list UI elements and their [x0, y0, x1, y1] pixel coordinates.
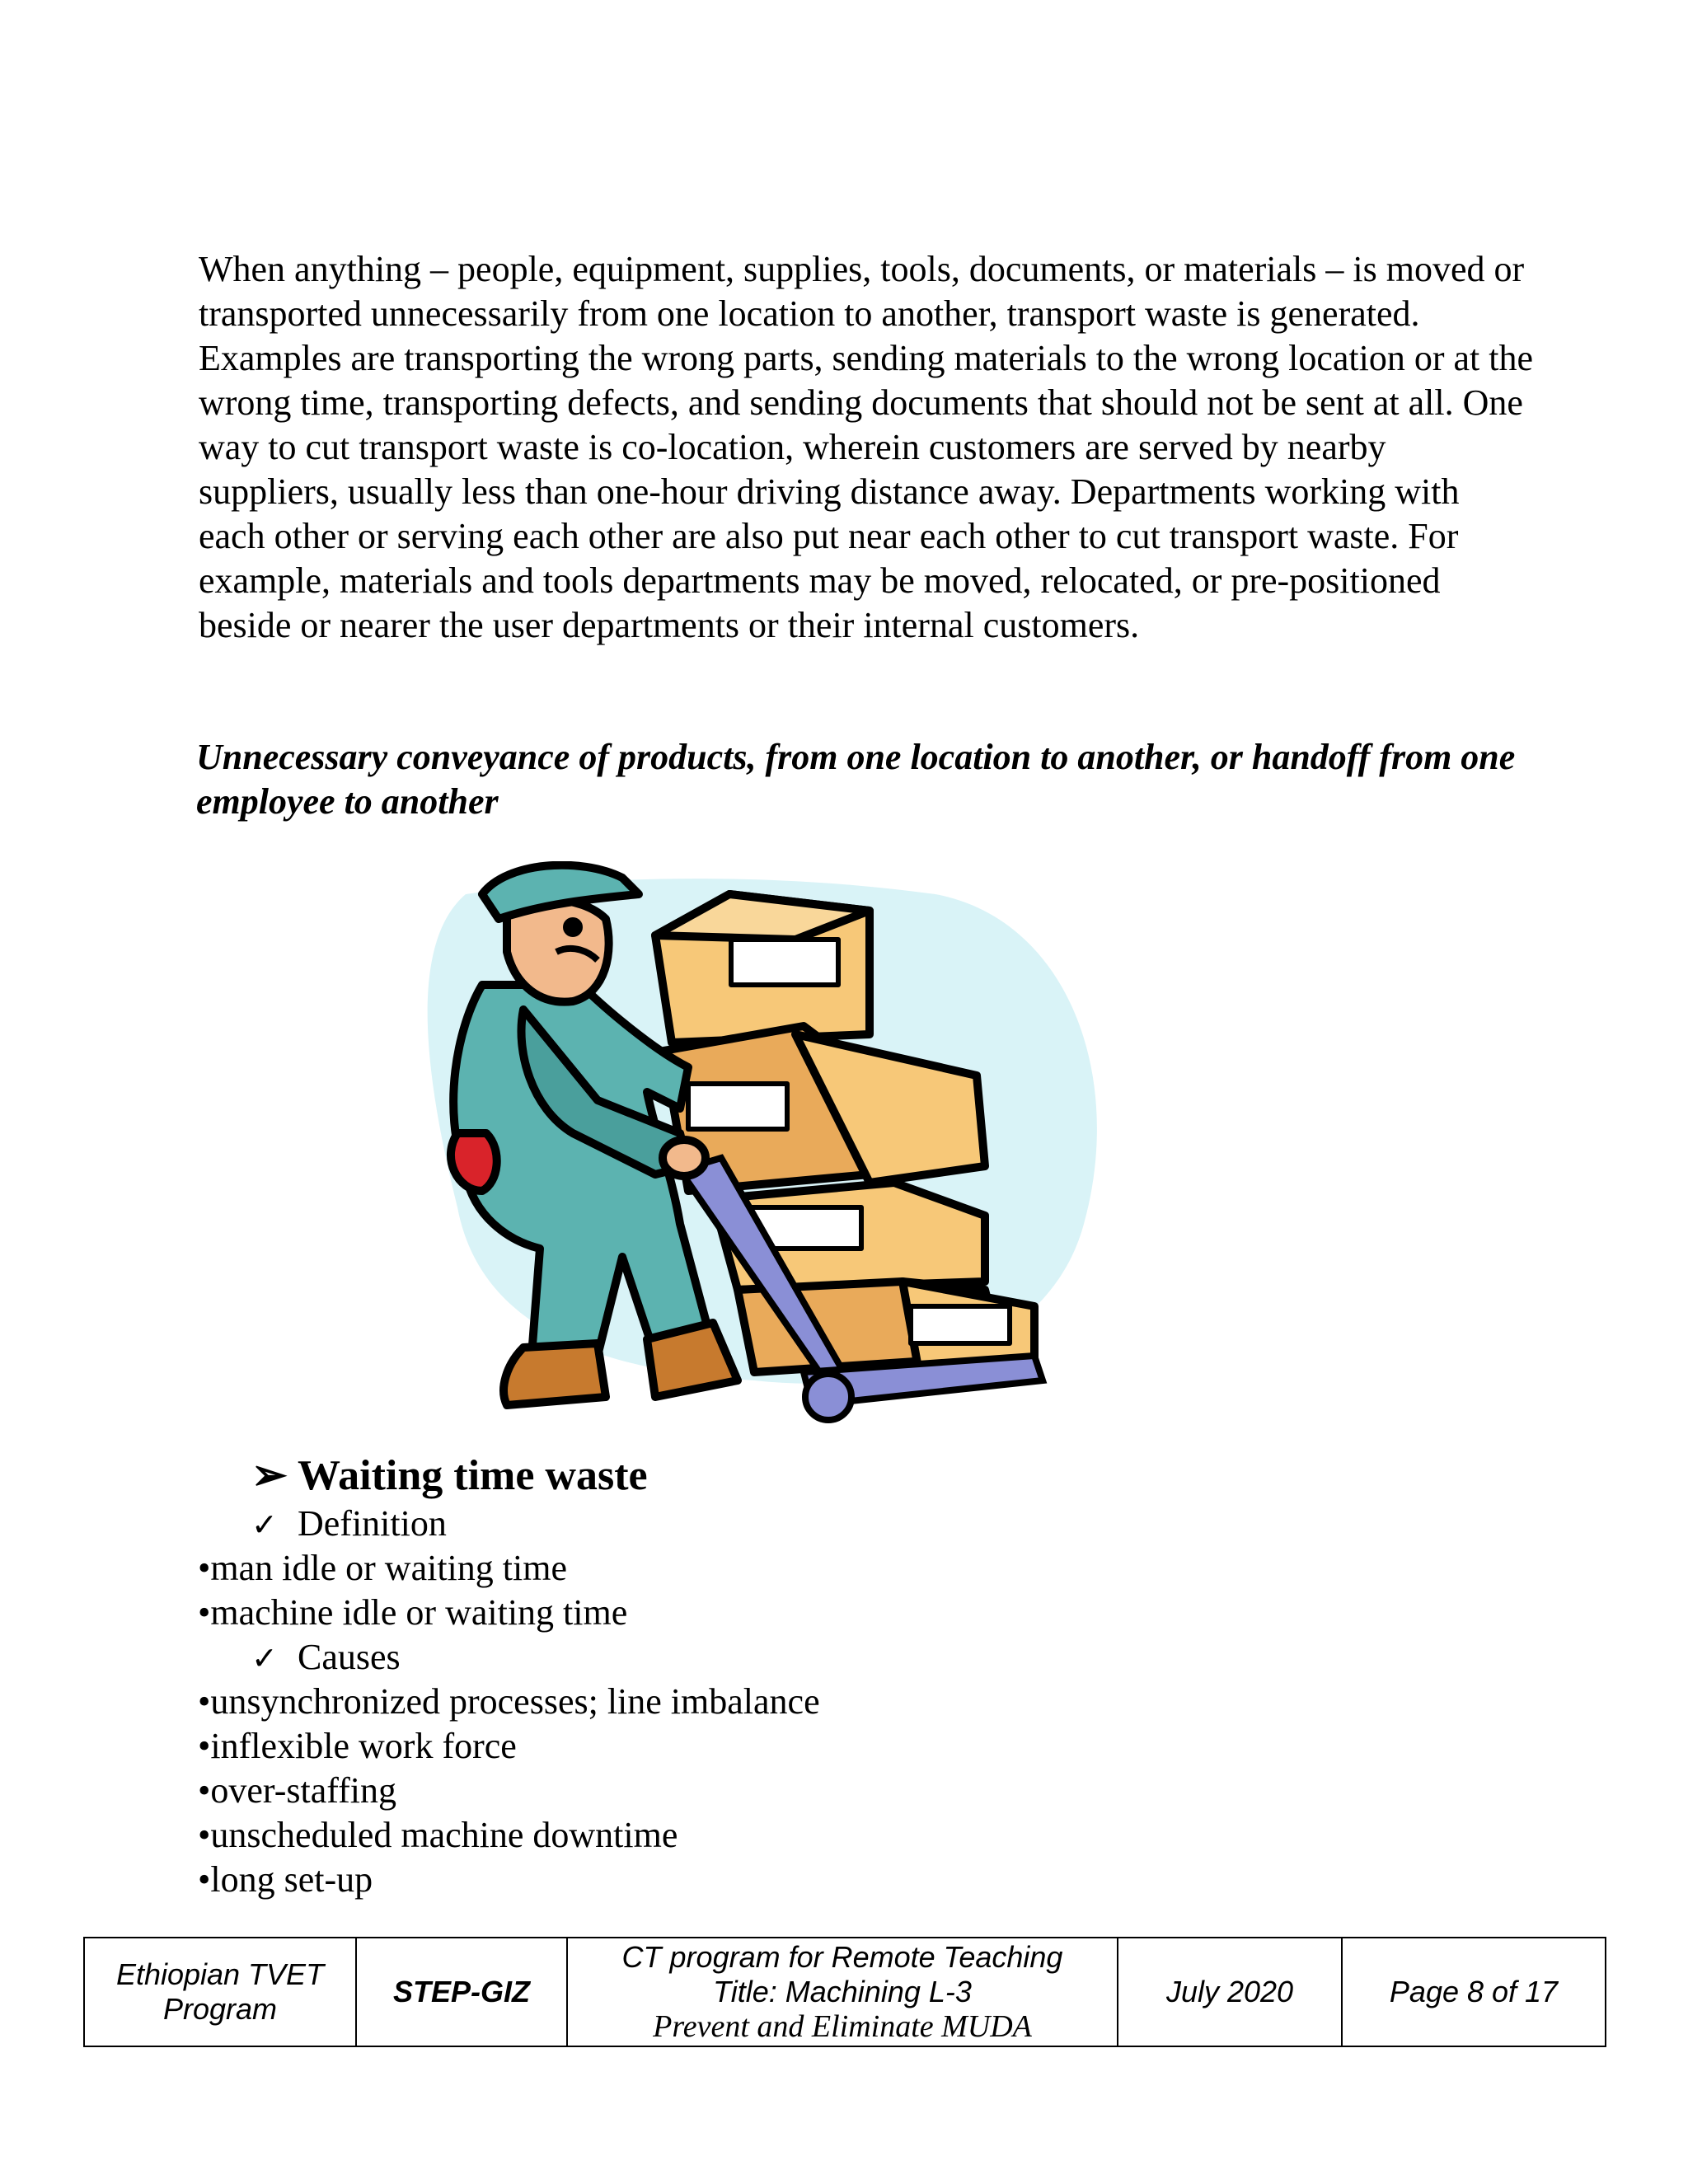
checkmark-icon: ✓ [251, 1640, 278, 1676]
list-item: • machine idle or waiting time [198, 1591, 627, 1635]
worker-hand-truck-illustration [408, 861, 1100, 1438]
footer-ct-line: CT program for Remote Teaching [621, 1940, 1063, 1974]
heading-text: Waiting time waste [298, 1452, 648, 1499]
list-item: • long set-up [198, 1858, 820, 1902]
list-item: • inflexible work force [198, 1724, 820, 1769]
footer-org: STEP-GIZ [356, 1938, 567, 2046]
body-paragraph: When anything – people, equipment, supplies, tools, documents, or materials – is moved or transported unnecessarily from one location to another, transport waste is generated. Examples are transporting the wrong parts, sending materials to the wrong location or at the wrong time, transporting defects, and sending documents that should not be sent at all. One way to cut transport waste is co-location, wherein customers are served by nearby suppliers, usually less than one-hour driving distance away. Departments working with each other or serving each other are also put near each other to cut transport waste. For example, materials and tools departments may be moved, relocated, or pre-positioned beside or nearer the user departments or their internal customers. [199, 249, 1533, 645]
list-item: • unsynchronized processes; line imbalance [198, 1680, 820, 1724]
section-heading [251, 1451, 648, 1502]
footer-date: July 2020 [1118, 1938, 1342, 2046]
definition-list [198, 1546, 627, 1635]
illustration-caption: Unnecessary conveyance of products, from one location to another, or handoff from one employee to another [196, 737, 1516, 822]
footer-subtitle-line: Prevent and Eliminate MUDA [653, 2009, 1032, 2044]
footer-page-number: Page 8 of 17 [1342, 1938, 1606, 2046]
definition-subheading [251, 1502, 447, 1547]
footer-title-line: Title: Machining L-3 [713, 1975, 972, 2008]
causes-list [198, 1680, 820, 1902]
list-item: • man idle or waiting time [198, 1546, 627, 1591]
list-item: • unscheduled machine downtime [198, 1813, 820, 1858]
footer-program: Ethiopian TVET Program [84, 1938, 356, 2046]
page-footer [83, 1937, 1606, 2047]
definition-label: Definition [298, 1503, 447, 1544]
causes-label: Causes [298, 1637, 401, 1677]
footer-course-info [567, 1938, 1118, 2046]
list-item: • over-staffing [198, 1769, 820, 1813]
checkmark-icon: ✓ [251, 1507, 278, 1543]
causes-subheading [251, 1635, 401, 1680]
arrow-bullet-icon: ➢ [251, 1452, 288, 1499]
